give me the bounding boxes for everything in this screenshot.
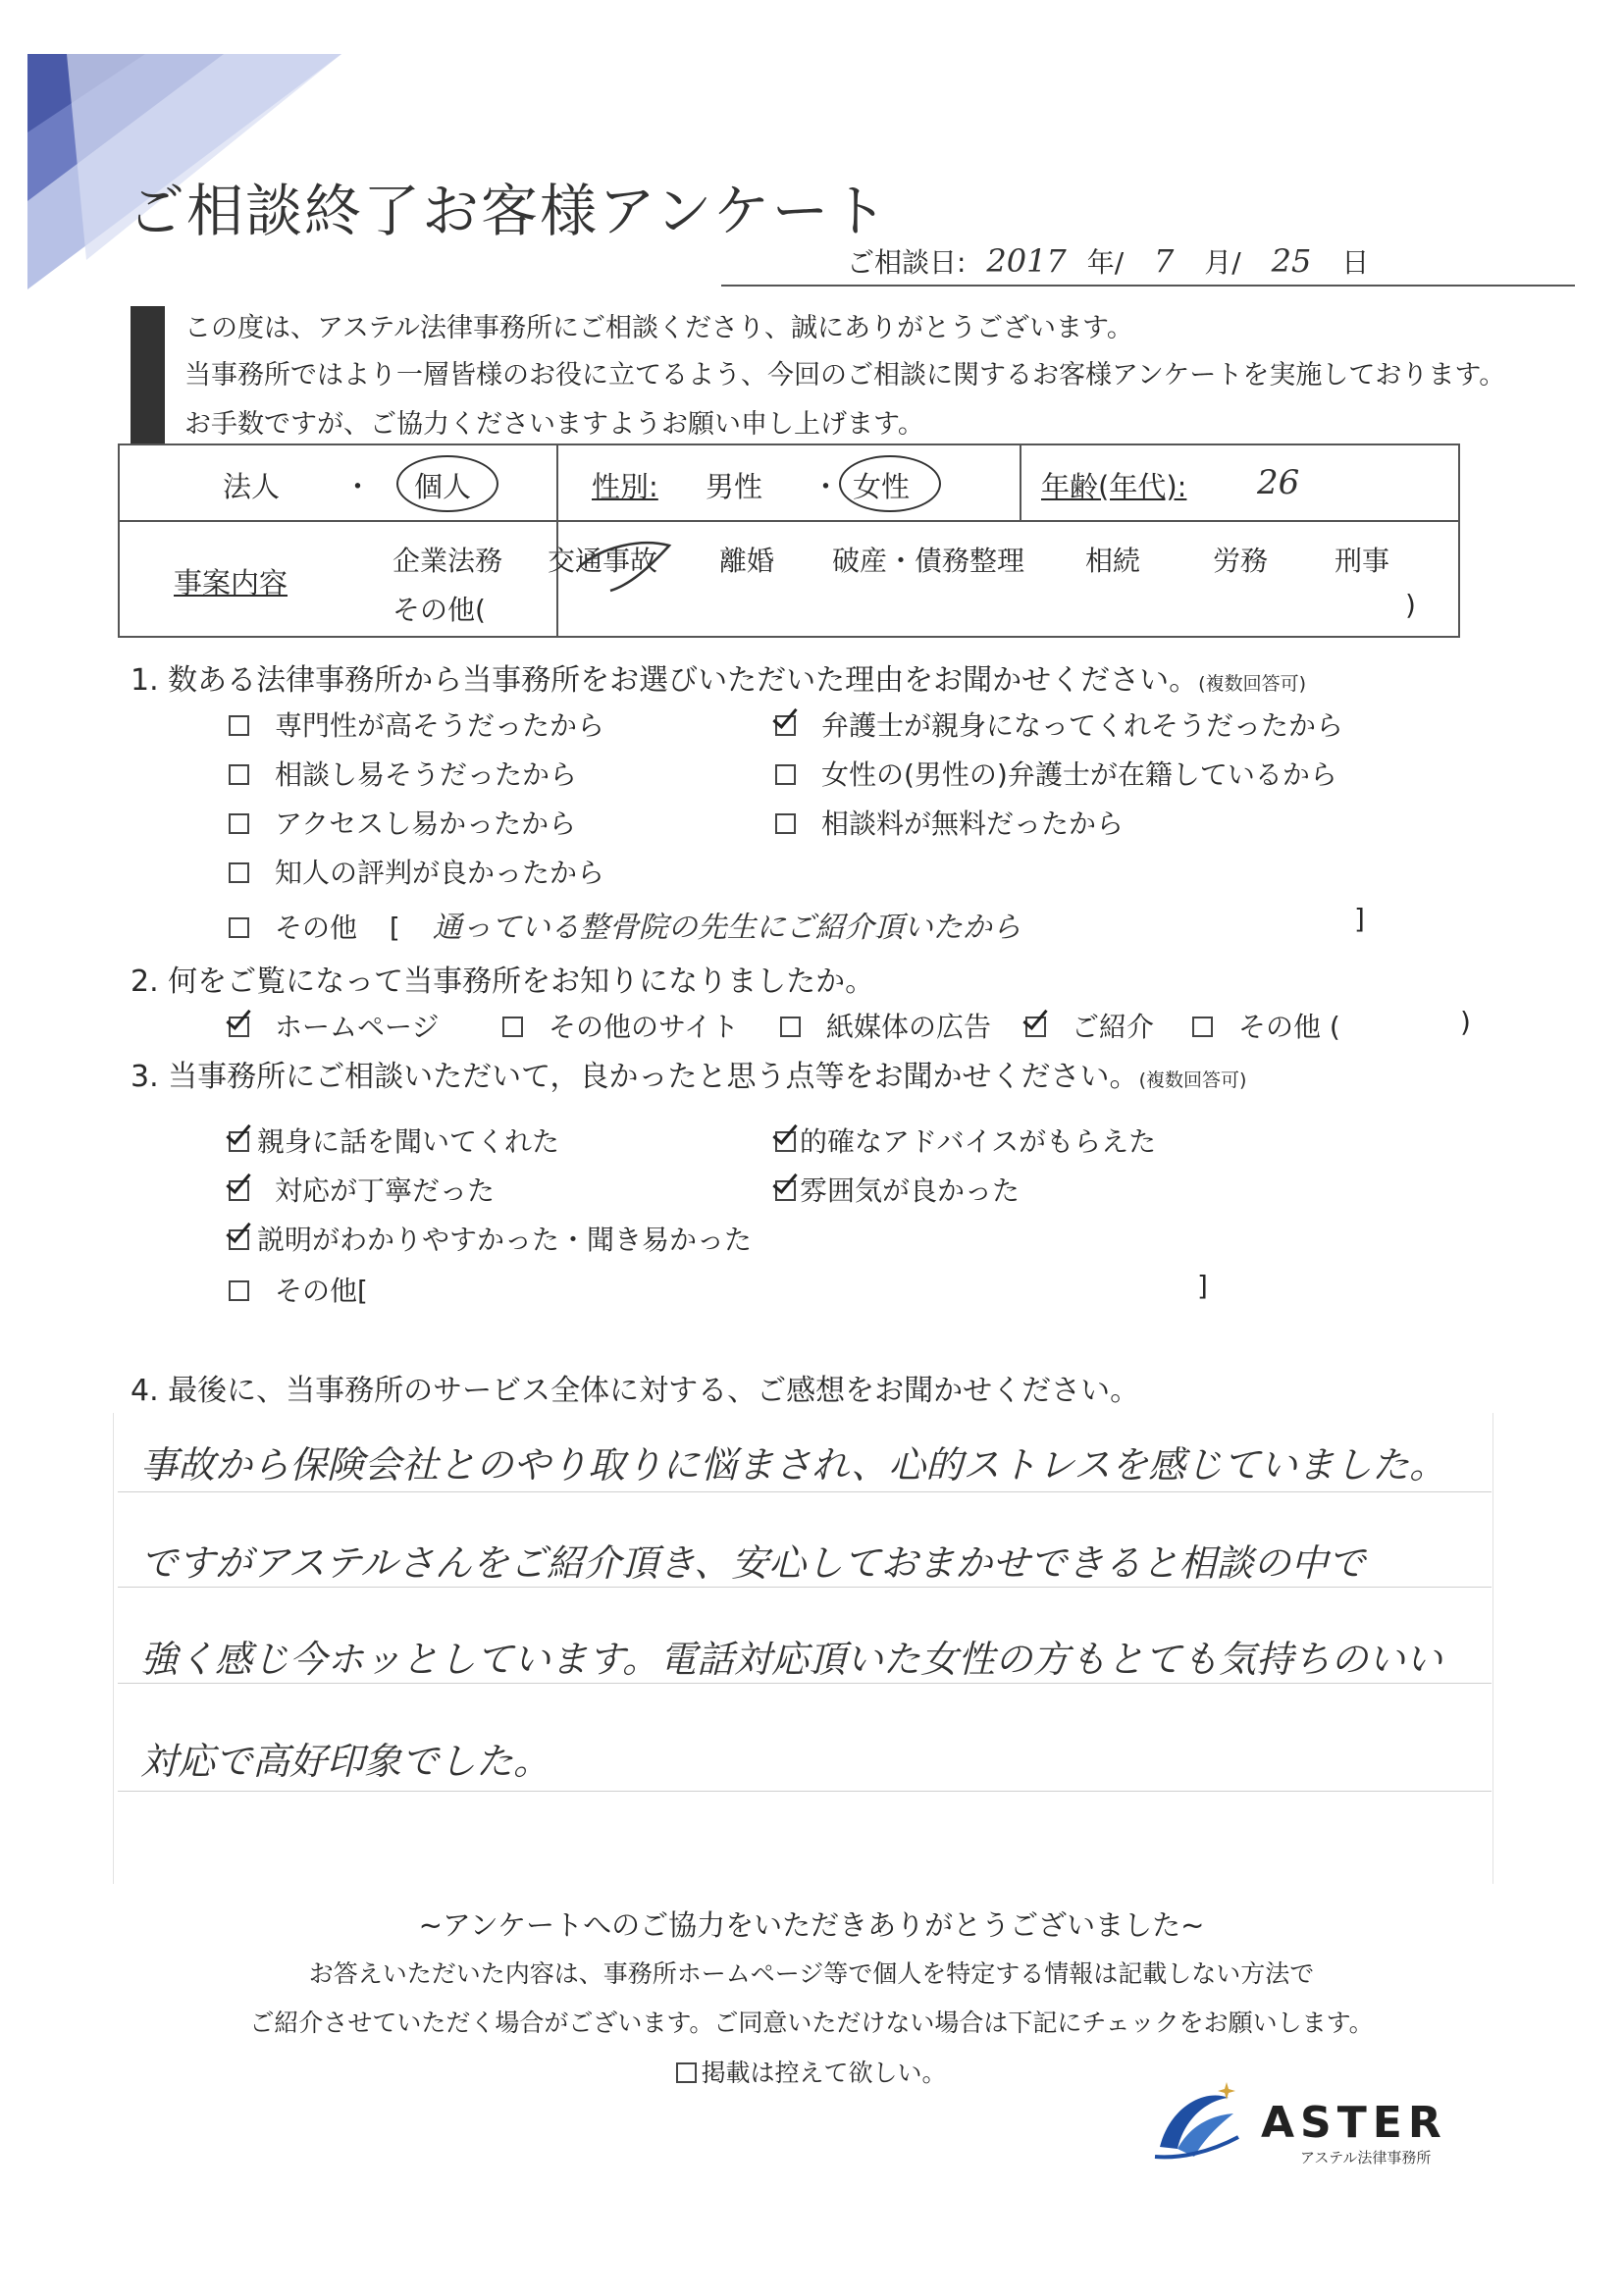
- female-option[interactable]: 女性: [853, 470, 911, 503]
- comment-line-3: 強く感じ今ホッとしています。電話対応頂いた女性の方もとても気持ちのいい: [140, 1638, 1442, 1681]
- date-label: ご相談日:: [847, 246, 967, 279]
- date-day-unit: 日: [1341, 246, 1370, 279]
- age-cell: [1021, 444, 1459, 521]
- multiple-answers-note: (複数回答可): [1138, 1070, 1247, 1091]
- case-type-labor[interactable]: 労務: [1213, 545, 1269, 577]
- checkbox[interactable]: [775, 1131, 796, 1152]
- checkbox[interactable]: [775, 764, 796, 785]
- q1-other-text[interactable]: 通っている整骨院の先生にご紹介頂いたから: [432, 911, 1021, 945]
- individual-option[interactable]: 個人: [414, 470, 472, 503]
- separator-dot: ・: [812, 470, 841, 503]
- case-types-cell: [557, 521, 1459, 637]
- case-type-traffic[interactable]: 交通事故: [548, 545, 658, 577]
- case-type-corporate[interactable]: 企業法務: [393, 545, 503, 577]
- q2-option[interactable]: 紙媒体の広告: [780, 1006, 991, 1045]
- ruled-line: [118, 1791, 1492, 1792]
- male-option[interactable]: 男性: [706, 470, 763, 503]
- checkbox[interactable]: [775, 1180, 796, 1201]
- checkbox[interactable]: [229, 1229, 249, 1250]
- checkbox[interactable]: [502, 1017, 523, 1037]
- q3-option[interactable]: 雰囲気が良かった: [775, 1170, 1020, 1209]
- checkbox[interactable]: [229, 764, 249, 785]
- intro-accent-bar: [131, 306, 165, 445]
- case-type-divorce[interactable]: 離婚: [719, 545, 775, 577]
- question-1-title: 1. 数ある法律事務所から当事務所をお選びいただいた理由をお聞かせください。(複数回答可): [131, 663, 1306, 698]
- date-year-unit: 年/: [1086, 246, 1125, 279]
- case-label-cell: [119, 521, 557, 637]
- date-month: 7: [1154, 242, 1175, 280]
- comment-line-1: 事故から保険会社とのやり取りに悩まされ、心的ストレスを感じていました。: [140, 1443, 1447, 1487]
- entity-cell: [119, 444, 557, 521]
- case-other-close: ): [1405, 589, 1416, 621]
- privacy-note-2: ご紹介させていただく場合がございます。ご同意いただけない場合は下記にチェックをお願いします。: [249, 2009, 1374, 2037]
- case-label: 事案内容: [174, 566, 288, 600]
- selection-circle: [396, 455, 498, 512]
- q1-option[interactable]: 知人の評判が良かったから: [229, 852, 604, 891]
- q2-option[interactable]: ホームページ: [229, 1006, 439, 1045]
- q2-option[interactable]: その他 (: [1192, 1006, 1340, 1045]
- case-type-inheritance[interactable]: 相続: [1085, 545, 1141, 577]
- consultation-date: [721, 242, 1575, 287]
- q3-other-close: ]: [1197, 1270, 1208, 1302]
- multiple-answers-note: (複数回答可): [1198, 673, 1306, 695]
- age-value[interactable]: 26: [1257, 463, 1300, 502]
- q3-option[interactable]: 親身に話を聞いてくれた: [229, 1121, 559, 1160]
- opt-out-label: 掲載は控えて欲しい。: [701, 2059, 947, 2087]
- checkbox[interactable]: [229, 1131, 249, 1152]
- page-title: ご相談終了お客様アンケート: [128, 178, 890, 244]
- q1-other-close: ]: [1354, 903, 1365, 935]
- q1-option[interactable]: 相談料が無料だったから: [775, 803, 1124, 842]
- q1-option[interactable]: 女性の(男性の)弁護士が在籍しているから: [775, 754, 1337, 793]
- selection-circle: [839, 455, 941, 512]
- brand-subtitle: アステル法律事務所: [1300, 2149, 1432, 2166]
- selection-mark: [571, 528, 679, 597]
- q1-option[interactable]: アクセスし易かったから: [229, 803, 576, 842]
- q3-option[interactable]: 対応が丁寧だった: [229, 1170, 495, 1209]
- q2-option[interactable]: ご紹介: [1025, 1006, 1154, 1045]
- ruled-line: [118, 1683, 1492, 1684]
- checkbox[interactable]: [1192, 1017, 1213, 1037]
- comment-line-2: ですがアステルさんをご紹介頂き、安心しておまかせできると相談の中で: [140, 1541, 1366, 1585]
- checkbox[interactable]: [229, 1180, 249, 1201]
- ruled-line: [118, 1587, 1492, 1588]
- checkbox[interactable]: [1025, 1017, 1046, 1037]
- q3-option[interactable]: 説明がわかりやすかった・聞き易かった: [229, 1219, 752, 1258]
- checkbox[interactable]: [229, 715, 249, 736]
- checkbox[interactable]: [229, 1280, 249, 1301]
- question-4-title: 4. 最後に、当事務所のサービス全体に対する、ご感想をお聞かせください。: [131, 1374, 1140, 1408]
- question-3-title: 3. 当事務所にご相談いただいて，良かったと思う点等をお聞かせください。(複数回答可): [131, 1060, 1247, 1094]
- q1-other-option[interactable]: その他 [ 通っている整骨院の先生にご紹介頂いたから: [229, 903, 1021, 946]
- thanks-message: ~アンケートへのご協力をいただきありがとうございました~: [418, 1908, 1205, 1942]
- question-2-title: 2. 何をご覧になって当事務所をお知りになりましたか。: [131, 965, 875, 999]
- checkbox[interactable]: [780, 1017, 801, 1037]
- checkbox[interactable]: [775, 813, 796, 834]
- opt-out-option[interactable]: [0, 2054, 1623, 2089]
- gender-cell: [557, 444, 1021, 521]
- comment-line-4: 対応で高好印象でした。: [140, 1740, 551, 1783]
- separator-dot: ・: [343, 470, 373, 503]
- date-day: 25: [1271, 242, 1312, 280]
- corp-option[interactable]: 法人: [223, 470, 281, 503]
- checkbox[interactable]: [229, 813, 249, 834]
- age-label: 年齢(年代):: [1041, 470, 1187, 503]
- checkbox[interactable]: [229, 862, 249, 883]
- brand-name: ASTER: [1261, 2098, 1447, 2148]
- q1-option[interactable]: 相談し易そうだったから: [229, 754, 577, 793]
- q2-option[interactable]: その他のサイト: [502, 1006, 739, 1045]
- gender-label: 性別:: [592, 470, 658, 503]
- checkbox[interactable]: [229, 917, 249, 938]
- q2-other-close: ): [1460, 1006, 1471, 1038]
- checkbox[interactable]: [775, 715, 796, 736]
- opt-out-checkbox[interactable]: [676, 2062, 697, 2083]
- case-type-bankruptcy[interactable]: 破産・債務整理: [832, 545, 1025, 577]
- checkbox[interactable]: [229, 1017, 249, 1037]
- privacy-note-1: お答えいただいた内容は、事務所ホームページ等で個人を特定する情報は記載しない方法で: [308, 1959, 1315, 1988]
- intro-line-3: お手数ですが、ご協力くださいますようお願い申し上げます。: [184, 409, 924, 440]
- aster-logo-icon: [1150, 2078, 1243, 2166]
- q3-option[interactable]: 的確なアドバイスがもらえた: [775, 1121, 1156, 1160]
- case-type-other[interactable]: その他(: [393, 594, 486, 626]
- date-month-unit: 月/: [1204, 246, 1241, 279]
- q1-option[interactable]: 専門性が高そうだったから: [229, 704, 604, 744]
- date-year: 2017: [986, 242, 1067, 280]
- intro-line-1: この度は、アステル法律事務所にご相談くださり、誠にありがとうございます。: [184, 313, 1133, 343]
- case-type-criminal[interactable]: 刑事: [1335, 545, 1390, 577]
- intro-line-2: 当事務所ではより一層皆様のお役に立てるよう、今回のご相談に関するお客様アンケートを実施しております。: [184, 360, 1506, 391]
- q3-other-option[interactable]: その他[: [229, 1270, 368, 1309]
- ruled-line: [118, 1491, 1492, 1492]
- q1-option[interactable]: 弁護士が親身になってくれそうだったから: [775, 704, 1343, 744]
